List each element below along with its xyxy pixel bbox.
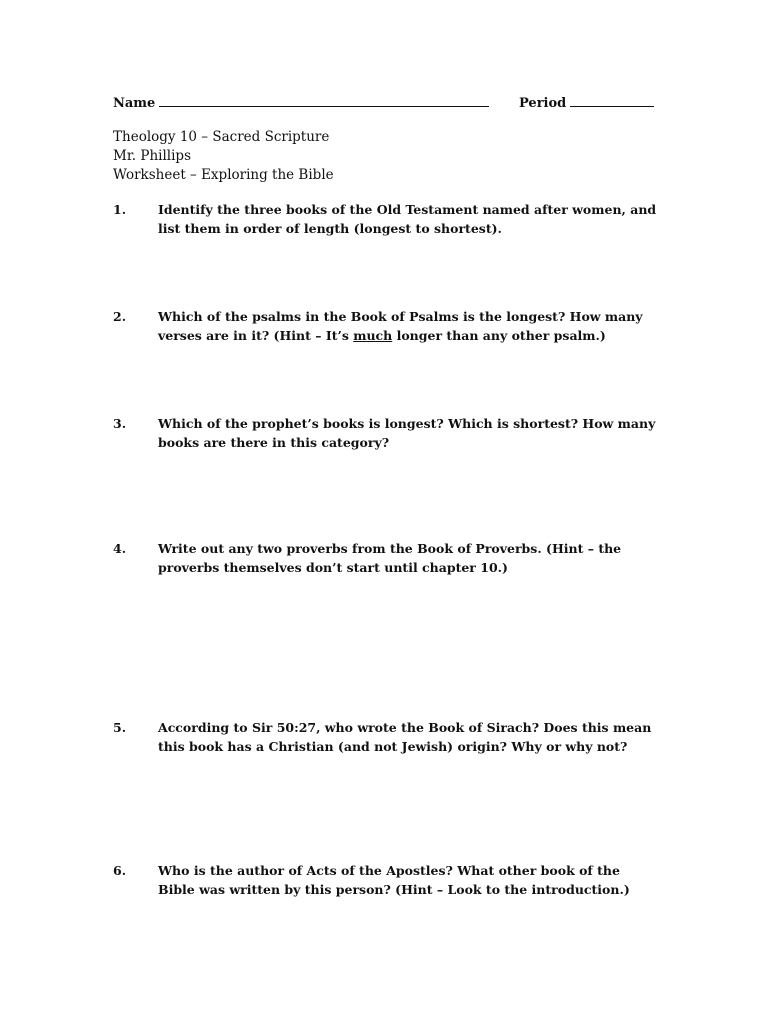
- student-info-row: [113, 93, 658, 113]
- name-field[interactable]: [113, 93, 489, 111]
- question-text: [158, 307, 658, 345]
- period-field[interactable]: [519, 93, 654, 111]
- question-number: 6.: [113, 863, 127, 878]
- worksheet-title: Worksheet – Exploring the Bible: [113, 167, 334, 183]
- period-blank-line[interactable]: [570, 93, 654, 107]
- question-6: [113, 861, 658, 899]
- question-text: Who is the author of Acts of the Apostles? What other book of the Bible was written by this person? (Hint – Look to the introduction.): [158, 863, 630, 897]
- question-text: According to Sir 50:27, who wrote the Book of Sirach? Does this mean this book has a Christian (and not Jewish) origin? Why or why not?: [158, 720, 652, 754]
- name-blank-line[interactable]: [159, 93, 489, 107]
- question-3: [113, 414, 658, 452]
- question-4: [113, 539, 658, 577]
- question-text: Identify the three books of the Old Testament named after women, and list them in order of length (longest to shortest).: [158, 202, 657, 236]
- question-5: [113, 718, 658, 756]
- question-2: [113, 307, 658, 345]
- question-text: Write out any two proverbs from the Book of Proverbs. (Hint – the proverbs themselves don’t start until chapter 10.): [158, 541, 622, 575]
- course-title: Theology 10 – Sacred Scripture: [113, 129, 330, 145]
- name-label: Name: [113, 96, 156, 111]
- question-text-emphasis: much: [353, 328, 393, 343]
- question-text-part: Which of the psalms in the Book of Psalms is the longest? How many verses are in it? (Hint – It’s: [158, 309, 643, 343]
- question-1: [113, 200, 658, 238]
- teacher-name: Mr. Phillips: [113, 148, 191, 164]
- period-label: Period: [519, 96, 567, 111]
- course-info: [113, 128, 334, 185]
- question-number: 1.: [113, 202, 127, 217]
- question-number: 2.: [113, 309, 127, 324]
- question-number: 4.: [113, 541, 127, 556]
- question-text-part: longer than any other psalm.): [392, 328, 606, 343]
- question-text: Which of the prophet’s books is longest? Which is shortest? How many books are there in this category?: [158, 416, 656, 450]
- question-number: 5.: [113, 720, 127, 735]
- question-number: 3.: [113, 416, 127, 431]
